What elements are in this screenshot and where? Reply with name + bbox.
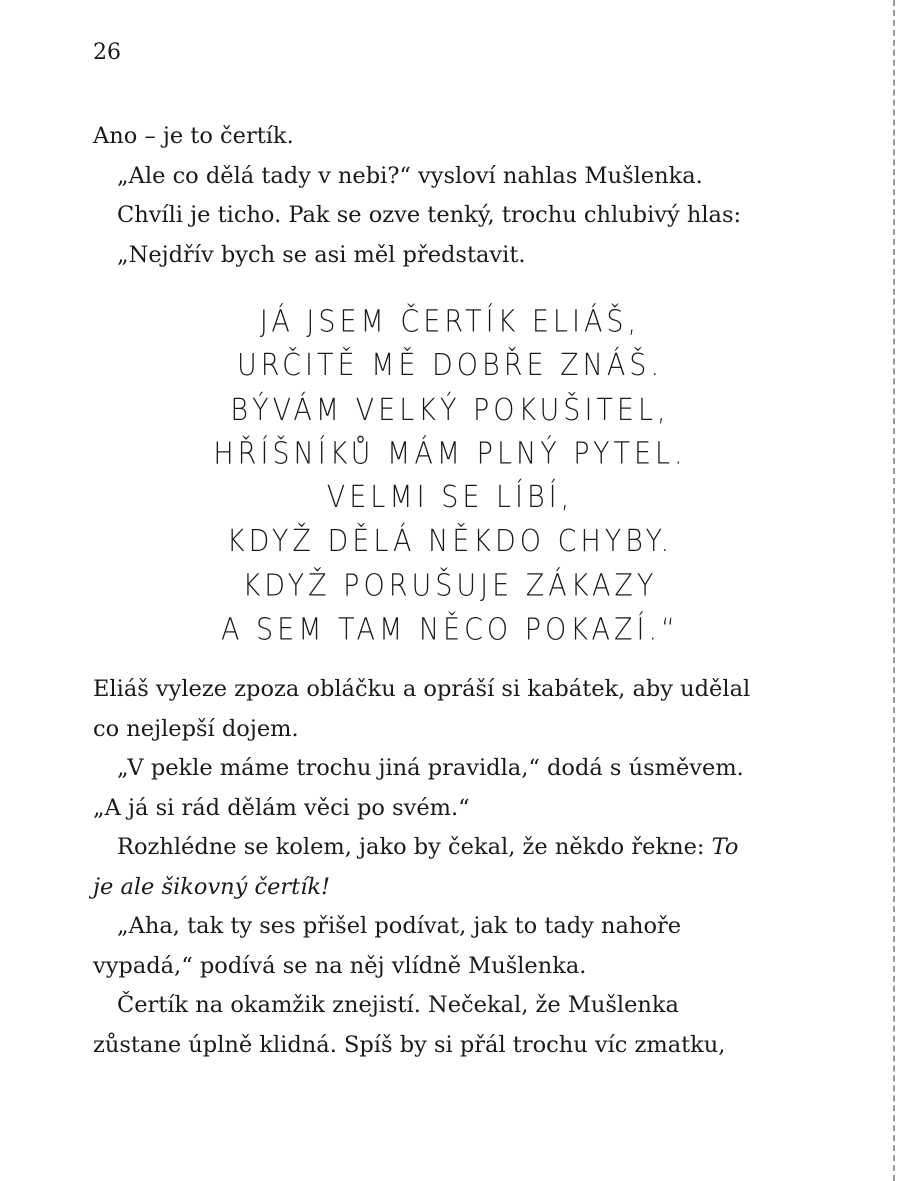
poem-line: KDYŽ PORUŠUJE ZÁKAZY [242,568,658,604]
text-line: „V pekle máme trochu jiná pravidla,“ dodá s úsměvem. [117,755,744,781]
page-number: 26 [93,40,121,65]
text-line: „A já si rád dělám věci po svém.“ [93,794,470,821]
text-line: vypadá,“ podívá se na něj vlídně Mušlenka. [93,952,587,979]
text-line: Čertík na okamžik znejistí. Nečekal, že Mušlenka [117,992,679,1018]
page-edge-divider [893,0,895,1181]
text-line: Eliáš vyleze zpoza obláčku a opráší si kabátek, aby udělal [93,676,751,702]
text-line: „Aha, tak ty ses přišel podívat, jak to tady nahoře [117,913,682,939]
italic-text-line: je ale šikovný čertík! [93,873,331,900]
poem-line: A SEM TAM NĚCO POKAZÍ.“ [220,612,680,648]
text-line: „Nejdřív bych se asi měl představit. [117,241,526,268]
poem-line: BÝVÁM VELKÝ POKUŠITEL, [230,392,670,428]
poem-line: URČITĚ MĚ DOBŘE ZNÁŠ. [236,348,664,384]
text-line [93,828,813,868]
text-line: Ano – je to čertík. [93,123,294,149]
italic-text: To [711,834,739,860]
text-line: „Ale co dělá tady v nebi?“ vysloví nahlas Mušlenka. [117,162,703,189]
poem-verse [200,300,700,652]
text-line: co nejlepší dojem. [93,715,299,742]
text-span: Rozhlédne se kolem, jako by čekal, že někdo řekne: [117,834,712,860]
poem-line: JÁ JSEM ČERTÍK ELIÁŠ, [259,304,641,340]
text-block-bottom [93,670,813,1065]
text-block-top [93,117,813,275]
poem-line: VELMI SE LÍBÍ, [326,480,574,516]
poem-line: HŘÍŠNÍKŮ MÁM PLNÝ PYTEL. [213,436,687,472]
text-line: zůstane úplně klidná. Spíš by si přál trochu víc zmatku, [93,1031,726,1058]
poem-line: KDYŽ DĚLÁ NĚKDO CHYBY. [226,524,674,560]
text-line: Chvíli je ticho. Pak se ozve tenký, trochu chlubivý hlas: [117,202,742,228]
